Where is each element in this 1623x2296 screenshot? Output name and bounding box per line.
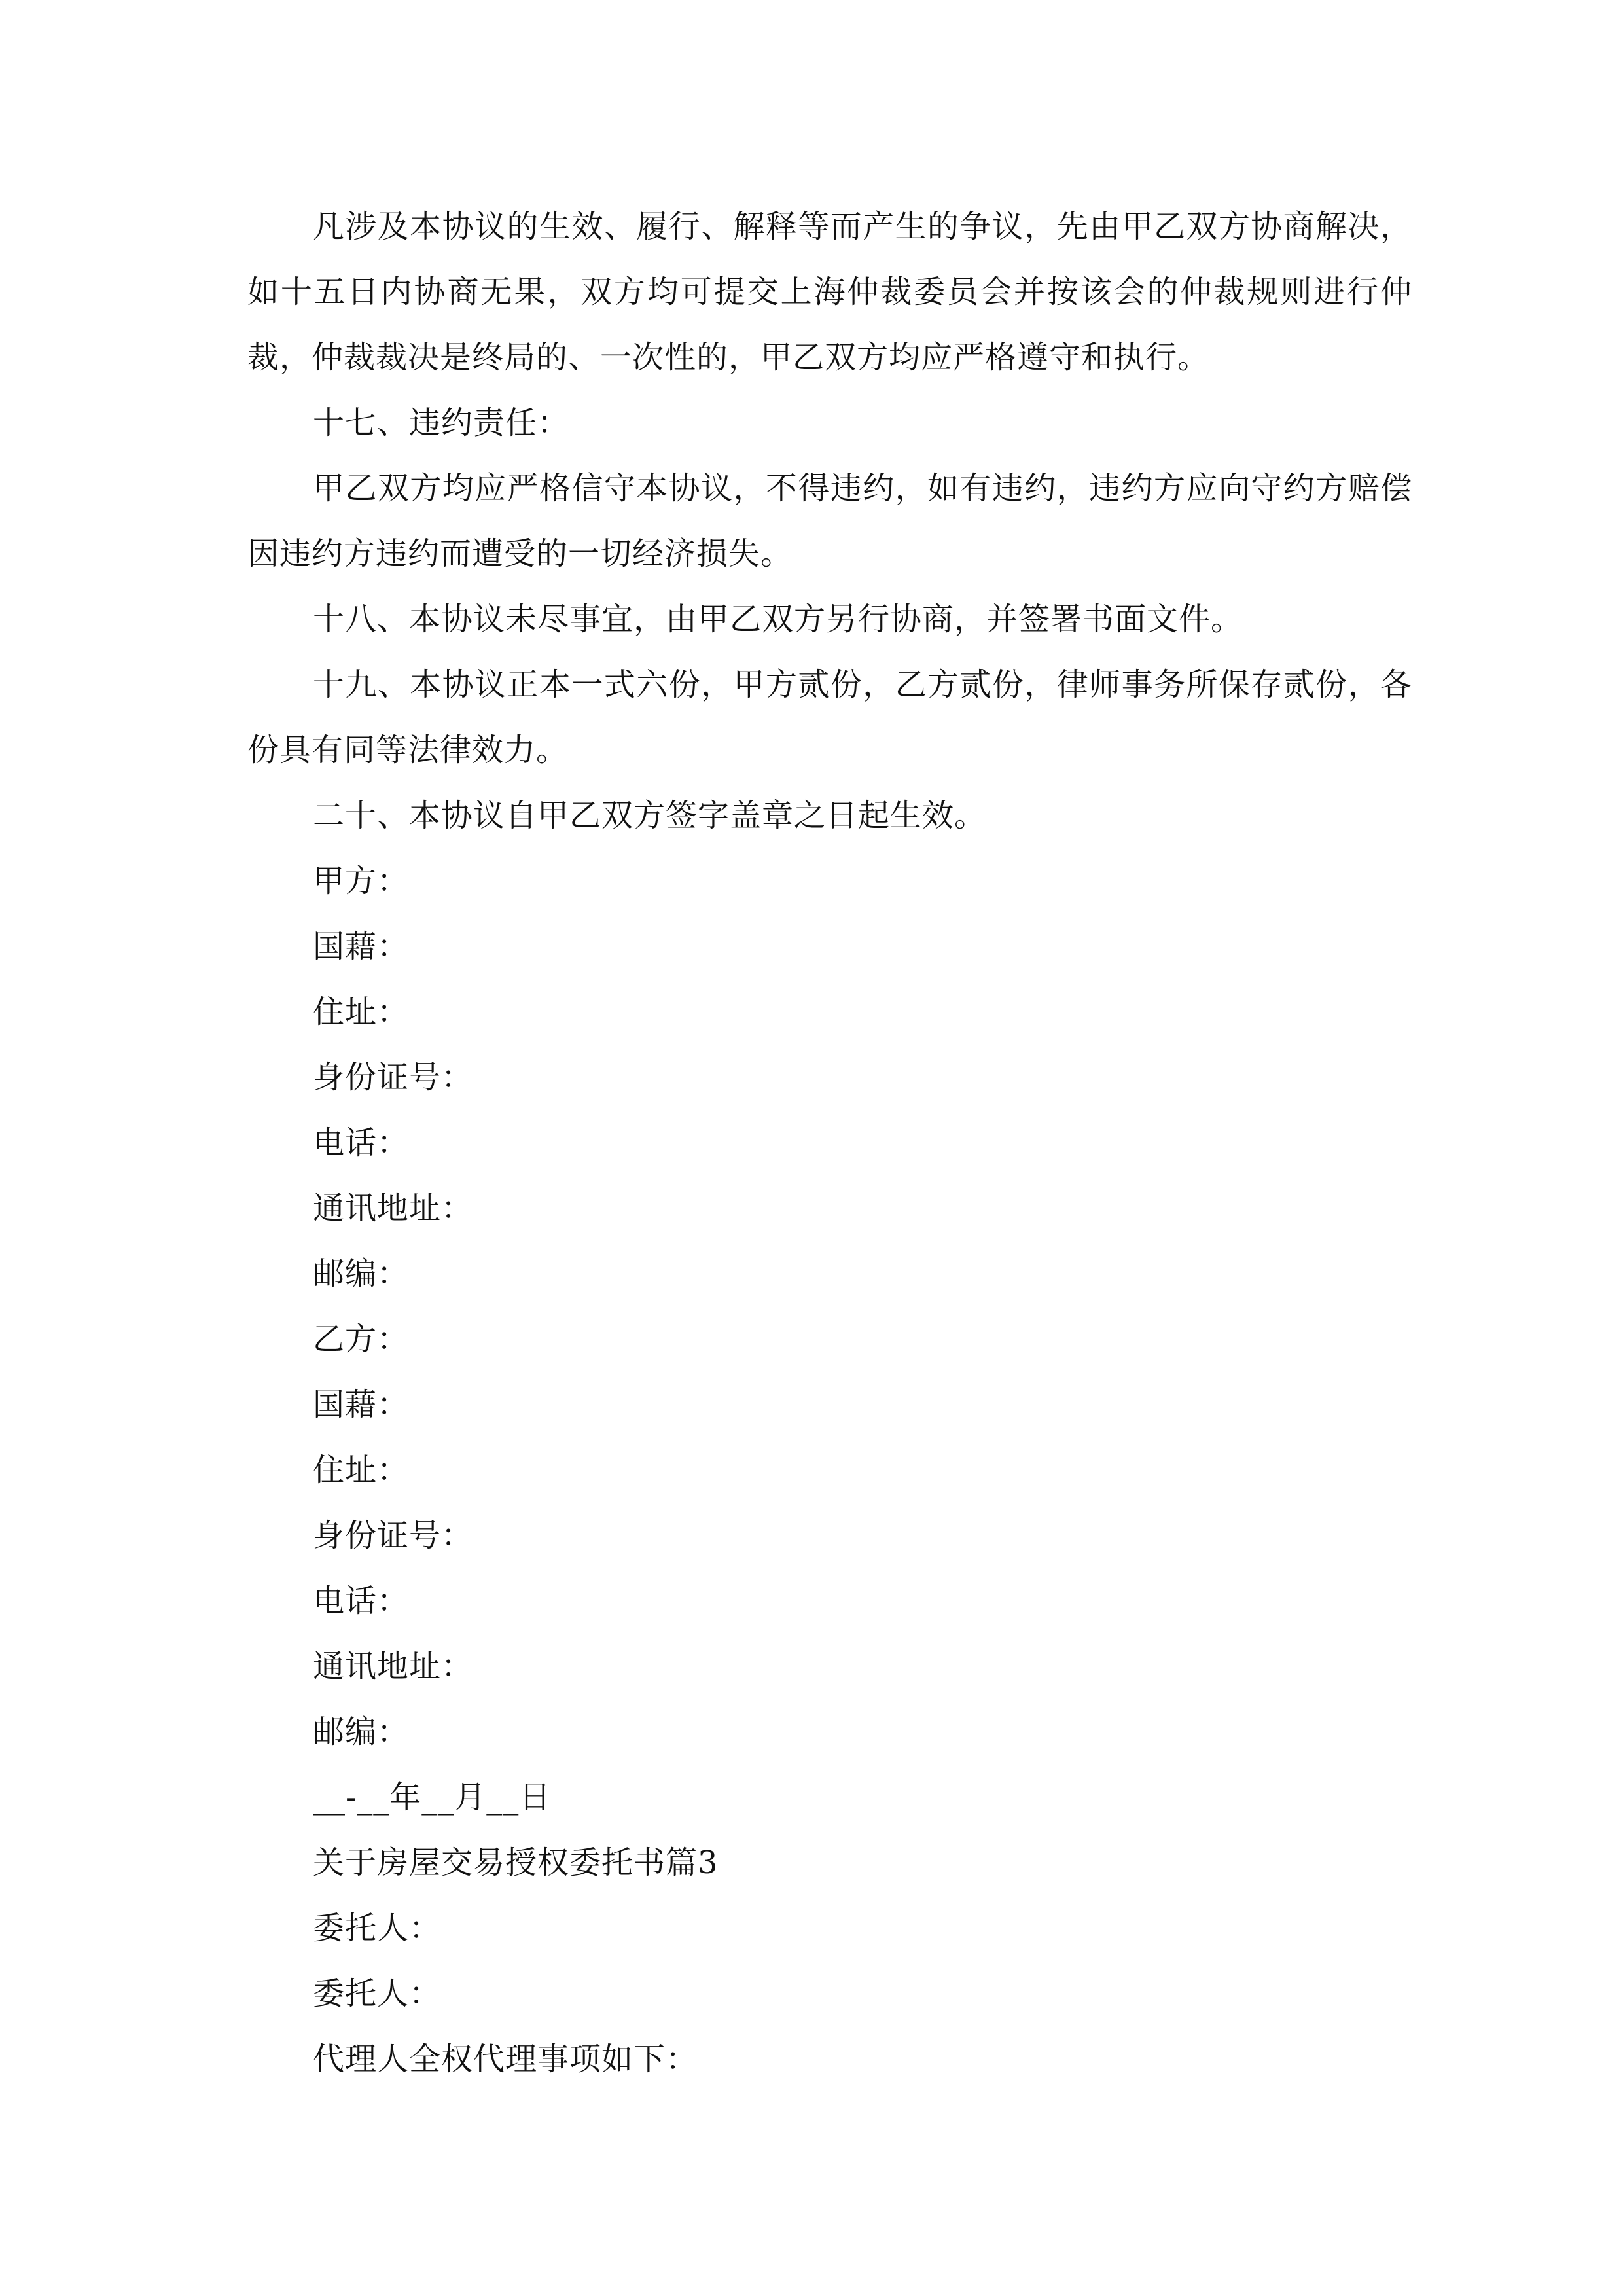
section-title: 关于房屋交易授权委托书篇3 [313, 1844, 719, 1881]
party-b-id-number: 身份证号： [313, 1517, 474, 1554]
clause-17-heading: 十七、违约责任： [313, 404, 570, 441]
party-a-postcode: 邮编： [313, 1255, 410, 1292]
party-b-phone: 电话： [313, 1583, 410, 1619]
party-b-address: 住址： [313, 1452, 410, 1488]
party-b-postcode: 邮编： [313, 1713, 410, 1750]
party-b-mailing-address: 通讯地址： [313, 1648, 474, 1685]
party-a-id-number: 身份证号： [313, 1059, 474, 1096]
document-body [247, 194, 1412, 2092]
party-a-label: 甲方： [313, 863, 410, 899]
date-line: __-__年__月__日 [313, 1779, 552, 1816]
clause-20: 二十、本协议自甲乙双方签字盖章之日起生效。 [313, 797, 987, 834]
party-a-address: 住址： [313, 994, 410, 1030]
agent-matters-line: 代理人全权代理事项如下： [313, 2041, 698, 2077]
clause-19: 十九、本协议正本一式六份，甲方贰份，乙方贰份，律师事务所保存贰份，各份具有同等法律效力。 [247, 666, 1412, 768]
paragraph-dispute-resolution: 凡涉及本协议的生效、履行、解释等而产生的争议，先由甲乙双方协商解决，如十五日内协商无果，双方均可提交上海仲裁委员会并按该会的仲裁规则进行仲裁，仲裁裁决是终局的、一次性的，甲乙双方均应严格遵守和执行。 [247, 208, 1412, 376]
party-a-nationality: 国藉： [313, 928, 410, 965]
party-a-mailing-address: 通讯地址： [313, 1190, 474, 1227]
paragraph-breach-liability: 甲乙双方均应严格信守本协议，不得违约，如有违约，违约方应向守约方赔偿因违约方违约而遭受的一切经济损失。 [247, 470, 1412, 572]
principal-line-1: 委托人： [313, 1910, 442, 1946]
party-a-phone: 电话： [313, 1124, 410, 1161]
party-b-label: 乙方： [313, 1321, 410, 1357]
party-b-nationality: 国藉： [313, 1386, 410, 1423]
principal-line-2: 委托人： [313, 1975, 442, 2012]
clause-18: 十八、本协议未尽事宜，由甲乙双方另行协商，并签署书面文件。 [313, 601, 1243, 637]
